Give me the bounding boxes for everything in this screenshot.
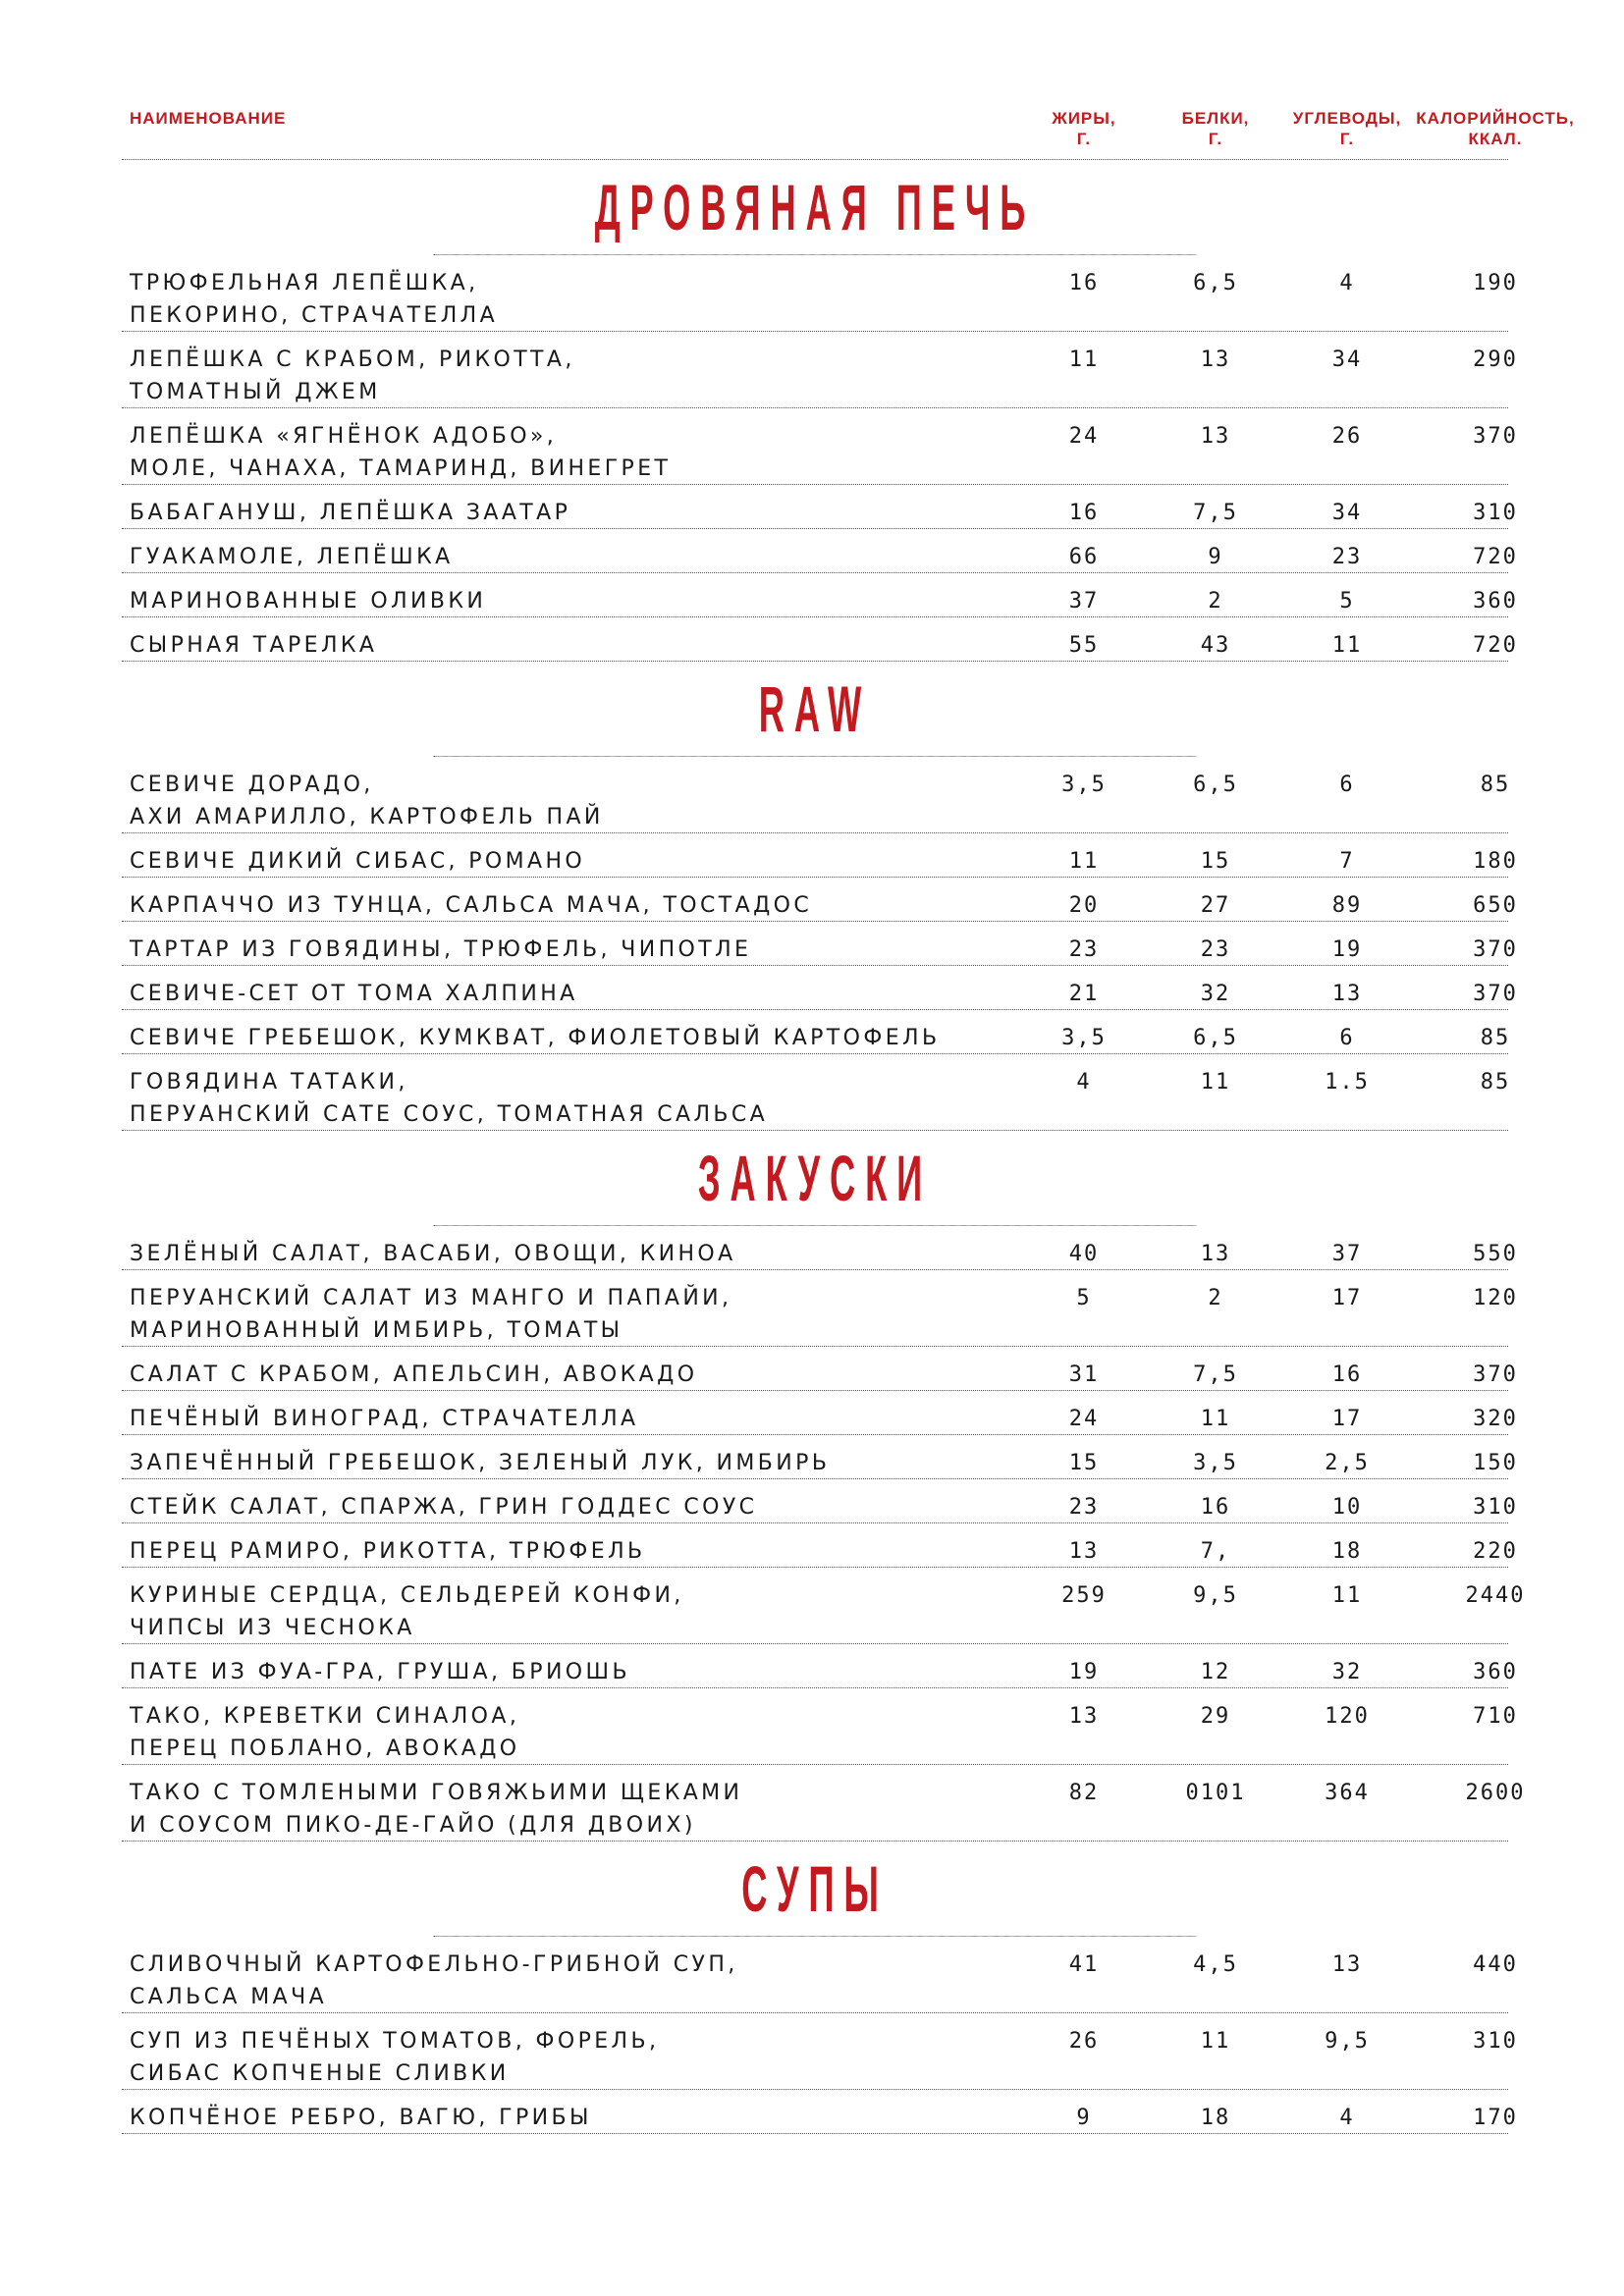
dish-name-line: ТРЮФЕЛЬНАЯ ЛЕПЁШКА, [130, 271, 479, 295]
dish-name [122, 1765, 1018, 1841]
fats-value: 31 [1068, 1362, 1100, 1387]
calories-value: 2440 [1465, 1583, 1526, 1608]
proteins-value: 0101 [1185, 1781, 1246, 1805]
table-row [122, 573, 1518, 617]
carbs-value: 18 [1331, 1539, 1363, 1564]
dish-name-line: ТОМАТНЫЙ ДЖЕМ [130, 380, 381, 404]
dish-name [122, 529, 1018, 572]
dish-name [122, 1644, 1018, 1687]
carbs-value: 7 [1339, 849, 1355, 874]
fats-value: 82 [1068, 1781, 1100, 1805]
dish-name [122, 1391, 1018, 1434]
proteins-value: 23 [1200, 937, 1231, 962]
fats-value: 11 [1068, 849, 1100, 874]
fats-value: 4 [1076, 1070, 1092, 1095]
carbs-value: 17 [1331, 1407, 1363, 1431]
column-header-row [122, 98, 1575, 160]
column-header-fats: ЖИРЫ, Г. [1052, 109, 1116, 148]
fats-value: 20 [1068, 893, 1100, 918]
carbs-value: 17 [1331, 1286, 1363, 1310]
dish-name-line: ЛЕПЁШКА С КРАБОМ, РИКОТТА, [130, 347, 575, 372]
table-row [122, 833, 1518, 878]
carbs-value: 4 [1339, 2106, 1355, 2130]
table-row [122, 878, 1518, 922]
table-row [122, 1226, 1518, 1270]
table-row [122, 2013, 1518, 2090]
proteins-value: 6,5 [1193, 773, 1238, 797]
dish-name-line: СЛИВОЧНЫЙ КАРТОФЕЛЬНО-ГРИБНОЙ СУП, [130, 1952, 738, 1977]
calories-value: 370 [1473, 424, 1518, 449]
dish-name-line: СЕВИЧЕ ДОРАДО, [130, 773, 374, 797]
fats-value: 9 [1076, 2106, 1092, 2130]
section-title: ЗАКУСКИ [434, 1131, 1197, 1226]
carbs-value: 9,5 [1325, 2029, 1370, 2054]
carbs-value: 19 [1331, 937, 1363, 962]
menu-sections [122, 160, 1526, 2134]
carbs-value: 32 [1331, 1660, 1363, 1684]
carbs-value: 120 [1325, 1704, 1370, 1729]
carbs-value: 89 [1331, 893, 1363, 918]
calories-value: 550 [1473, 1242, 1518, 1266]
dish-name-line: ЛЕПЁШКА «ЯГНЁНОК АДОБО», [130, 424, 558, 449]
dish-name-line: ТАКО С ТОМЛЕНЫМИ ГОВЯЖЬИМИ ЩЕКАМИ [130, 1781, 743, 1805]
carbs-value: 4 [1339, 271, 1355, 295]
table-row [122, 966, 1518, 1010]
dish-name-line: ПЕРУАНСКИЙ САЛАТ ИЗ МАНГО И ПАПАЙИ, [130, 1286, 732, 1310]
proteins-value: 7, [1200, 1539, 1231, 1564]
fats-value: 55 [1068, 633, 1100, 658]
carbs-value: 13 [1331, 1952, 1363, 1977]
proteins-value: 2 [1208, 1286, 1223, 1310]
carbs-value: 364 [1325, 1781, 1370, 1805]
section-title: СУПЫ [434, 1842, 1197, 1937]
carbs-value: 34 [1331, 347, 1363, 372]
carbs-value: 26 [1331, 424, 1363, 449]
table-row [122, 1688, 1518, 1765]
fats-value: 41 [1068, 1952, 1100, 1977]
carbs-value: 5 [1339, 589, 1355, 614]
proteins-value: 4,5 [1193, 1952, 1238, 1977]
table-row [122, 1391, 1518, 1435]
proteins-value: 11 [1200, 1407, 1231, 1431]
table-row [122, 1644, 1518, 1688]
dish-name-line: ГОВЯДИНА ТАТАКИ, [130, 1070, 408, 1095]
fats-value: 37 [1068, 589, 1100, 614]
proteins-value: 2 [1208, 589, 1223, 614]
fats-value: 3,5 [1061, 1026, 1107, 1050]
carbs-value: 1.5 [1325, 1070, 1370, 1095]
dish-name-line: КУРИНЫЕ СЕРДЦА, СЕЛЬДЕРЕЙ КОНФИ, [130, 1583, 684, 1608]
proteins-value: 13 [1200, 424, 1231, 449]
dish-name-line: МОЛЕ, ЧАНАХА, ТАМАРИНД, ВИНЕГРЕТ [130, 456, 672, 481]
dish-name-line: БАБАГАНУШ, ЛЕПЁШКА ЗААТАР [130, 501, 571, 525]
table-row [122, 1054, 1511, 1131]
proteins-value: 29 [1200, 1704, 1231, 1729]
dish-name [122, 1937, 1018, 2012]
fats-value: 16 [1068, 271, 1100, 295]
dish-name-line: КАРПАЧЧО ИЗ ТУНЦА, САЛЬСА МАЧА, ТОСТАДОС [130, 893, 813, 918]
proteins-value: 16 [1200, 1495, 1231, 1520]
table-row [122, 757, 1511, 833]
table-row [122, 1347, 1518, 1391]
dish-name-line: И СОУСОМ ПИКО-ДЕ-ГАЙО (ДЛЯ ДВОИХ) [130, 1813, 696, 1838]
proteins-value: 9,5 [1193, 1583, 1238, 1608]
fats-value: 24 [1068, 424, 1100, 449]
calories-value: 650 [1473, 893, 1518, 918]
dish-name [122, 1479, 1018, 1522]
table-row [122, 332, 1518, 408]
dish-name [122, 2090, 1018, 2133]
table-row [122, 1568, 1526, 1644]
table-row [122, 255, 1518, 332]
fats-value: 15 [1068, 1451, 1100, 1475]
dish-name [122, 1347, 1018, 1390]
calories-value: 170 [1473, 2106, 1518, 2130]
proteins-value: 12 [1200, 1660, 1231, 1684]
calories-value: 370 [1473, 982, 1518, 1006]
dish-name-line: ПЕКОРИНО, СТРАЧАТЕЛЛА [130, 303, 499, 328]
dish-name-line: СЕВИЧЕ ГРЕБЕШОК, КУМКВАТ, ФИОЛЕТОВЫЙ КАРТОФЕЛЬ [130, 1026, 941, 1050]
dish-name [122, 1568, 1018, 1643]
dish-name-line: ЧИПСЫ ИЗ ЧЕСНОКА [130, 1616, 415, 1640]
fats-value: 259 [1061, 1583, 1107, 1608]
table-row [122, 1479, 1518, 1523]
proteins-value: 13 [1200, 1242, 1231, 1266]
proteins-value: 27 [1200, 893, 1231, 918]
column-header-name: НАИМЕНОВАНИЕ [130, 109, 287, 128]
dish-name [122, 922, 1018, 965]
fats-value: 16 [1068, 501, 1100, 525]
proteins-value: 13 [1200, 347, 1231, 372]
dish-name-line: ГУАКАМОЛЕ, ЛЕПЁШКА [130, 545, 454, 569]
calories-value: 310 [1473, 2029, 1518, 2054]
dish-name-line: ПЕРЕЦ РАМИРО, РИКОТТА, ТРЮФЕЛЬ [130, 1539, 646, 1564]
carbs-value: 13 [1331, 982, 1363, 1006]
proteins-value: 43 [1200, 633, 1231, 658]
calories-value: 370 [1473, 937, 1518, 962]
table-row [122, 1937, 1518, 2013]
table-row [122, 2090, 1518, 2134]
calories-value: 310 [1473, 501, 1518, 525]
dish-name-line: САЛАТ С КРАБОМ, АПЕЛЬСИН, АВОКАДО [130, 1362, 698, 1387]
dish-name-line: ПАТЕ ИЗ ФУА-ГРА, ГРУША, БРИОШЬ [130, 1660, 630, 1684]
fats-value: 26 [1068, 2029, 1100, 2054]
fats-value: 40 [1068, 1242, 1100, 1266]
proteins-value: 6,5 [1193, 271, 1238, 295]
carbs-value: 11 [1331, 1583, 1363, 1608]
calories-value: 310 [1473, 1495, 1518, 1520]
proteins-value: 32 [1200, 982, 1231, 1006]
calories-value: 150 [1473, 1451, 1518, 1475]
calories-value: 85 [1480, 773, 1511, 797]
dish-name-line: МАРИНОВАННЫЙ ИМБИРЬ, ТОМАТЫ [130, 1318, 623, 1343]
proteins-value: 11 [1200, 2029, 1231, 2054]
dish-name-line: СЕВИЧЕ-СЕТ ОТ ТОМА ХАЛПИНА [130, 982, 578, 1006]
dish-name [122, 966, 1018, 1009]
table-row [122, 1765, 1526, 1842]
table-row [122, 1270, 1518, 1347]
calories-value: 85 [1480, 1070, 1511, 1095]
section-title: ДРОВЯНАЯ ПЕЧЬ [434, 160, 1197, 255]
table-row [122, 1010, 1511, 1054]
dish-name [122, 573, 1018, 616]
fats-value: 3,5 [1061, 773, 1107, 797]
calories-value: 220 [1473, 1539, 1518, 1564]
dish-name [122, 1523, 1018, 1567]
proteins-value: 18 [1200, 2106, 1231, 2130]
fats-value: 5 [1076, 1286, 1092, 1310]
column-header-proteins: БЕЛКИ, Г. [1181, 109, 1250, 148]
calories-value: 720 [1473, 633, 1518, 658]
calories-value: 710 [1473, 1704, 1518, 1729]
carbs-value: 10 [1331, 1495, 1363, 1520]
dish-name [122, 1435, 1018, 1478]
column-header-calories: КАЛОРИЙНОСТЬ, ККАЛ. [1416, 109, 1575, 148]
proteins-value: 11 [1200, 1070, 1231, 1095]
table-row [122, 529, 1518, 573]
calories-value: 320 [1473, 1407, 1518, 1431]
dish-name-line: ПЕРЕЦ ПОБЛАНО, АВОКАДО [130, 1736, 520, 1761]
carbs-value: 37 [1331, 1242, 1363, 1266]
dish-name-line: ЗАПЕЧЁННЫЙ ГРЕБЕШОК, ЗЕЛЕНЫЙ ЛУК, ИМБИРЬ [130, 1451, 831, 1475]
dish-name-line: ТАКО, КРЕВЕТКИ СИНАЛОА, [130, 1704, 520, 1729]
carbs-value: 34 [1331, 501, 1363, 525]
calories-value: 2600 [1465, 1781, 1526, 1805]
dish-name [122, 332, 1018, 407]
menu-nutrition-table [122, 98, 1575, 2134]
proteins-value: 6,5 [1193, 1026, 1238, 1050]
fats-value: 66 [1068, 545, 1100, 569]
dish-name [122, 878, 1018, 921]
dish-name-line: МАРИНОВАННЫЕ ОЛИВКИ [130, 589, 487, 614]
dish-name-line: СТЕЙК САЛАТ, СПАРЖА, ГРИН ГОДДЕС СОУС [130, 1495, 758, 1520]
table-row [122, 408, 1518, 485]
carbs-value: 2,5 [1325, 1451, 1370, 1475]
carbs-value: 6 [1339, 1026, 1355, 1050]
fats-value: 13 [1068, 1539, 1100, 1564]
carbs-value: 11 [1331, 633, 1363, 658]
carbs-value: 16 [1331, 1362, 1363, 1387]
dish-name-line: СУП ИЗ ПЕЧЁНЫХ ТОМАТОВ, ФОРЕЛЬ, [130, 2029, 660, 2054]
dish-name-line: КОПЧЁНОЕ РЕБРО, ВАГЮ, ГРИБЫ [130, 2106, 592, 2130]
dish-name [122, 1010, 1018, 1053]
fats-value: 11 [1068, 347, 1100, 372]
dish-name-line: ЗЕЛЁНЫЙ САЛАТ, ВАСАБИ, ОВОЩИ, КИНОА [130, 1242, 736, 1266]
fats-value: 19 [1068, 1660, 1100, 1684]
calories-value: 180 [1473, 849, 1518, 874]
proteins-value: 3,5 [1193, 1451, 1238, 1475]
dish-name-line: САЛЬСА МАЧА [130, 1985, 328, 2009]
dish-name [122, 1226, 1018, 1269]
proteins-value: 7,5 [1193, 501, 1238, 525]
dish-name-line: ПЕРУАНСКИЙ САТЕ СОУС, ТОМАТНАЯ САЛЬСА [130, 1102, 769, 1127]
table-row [122, 485, 1518, 529]
table-row [122, 617, 1518, 662]
table-row [122, 1523, 1518, 1568]
dish-name-line: СЫРНАЯ ТАРЕЛКА [130, 633, 378, 658]
dish-name [122, 1054, 1018, 1130]
dish-name [122, 757, 1018, 832]
proteins-value: 9 [1208, 545, 1223, 569]
dish-name-line: АХИ АМАРИЛЛО, КАРТОФЕЛЬ ПАЙ [130, 805, 604, 829]
carbs-value: 6 [1339, 773, 1355, 797]
calories-value: 360 [1473, 589, 1518, 614]
proteins-value: 7,5 [1193, 1362, 1238, 1387]
calories-value: 85 [1480, 1026, 1511, 1050]
calories-value: 190 [1473, 271, 1518, 295]
dish-name [122, 1688, 1018, 1764]
table-row [122, 1435, 1518, 1479]
carbs-value: 23 [1331, 545, 1363, 569]
dish-name [122, 485, 1018, 528]
fats-value: 21 [1068, 982, 1100, 1006]
dish-name-line: ТАРТАР ИЗ ГОВЯДИНЫ, ТРЮФЕЛЬ, ЧИПОТЛЕ [130, 937, 752, 962]
calories-value: 440 [1473, 1952, 1518, 1977]
dish-name-line: СИБАС КОПЧЕНЫЕ СЛИВКИ [130, 2061, 510, 2086]
dish-name [122, 1270, 1018, 1346]
fats-value: 13 [1068, 1704, 1100, 1729]
calories-value: 370 [1473, 1362, 1518, 1387]
dish-name [122, 833, 1018, 877]
proteins-value: 15 [1200, 849, 1231, 874]
dish-name-line: ПЕЧЁНЫЙ ВИНОГРАД, СТРАЧАТЕЛЛА [130, 1407, 639, 1431]
dish-name [122, 617, 1018, 661]
fats-value: 23 [1068, 937, 1100, 962]
dish-name-line: СЕВИЧЕ ДИКИЙ СИБАС, РОМАНО [130, 849, 586, 874]
calories-value: 720 [1473, 545, 1518, 569]
dish-name [122, 408, 1018, 484]
calories-value: 120 [1473, 1286, 1518, 1310]
fats-value: 23 [1068, 1495, 1100, 1520]
dish-name [122, 2013, 1018, 2089]
calories-value: 290 [1473, 347, 1518, 372]
calories-value: 360 [1473, 1660, 1518, 1684]
fats-value: 24 [1068, 1407, 1100, 1431]
column-header-carbs: УГЛЕВОДЫ, Г. [1292, 109, 1402, 148]
table-row [122, 922, 1518, 966]
section-title: RAW [434, 662, 1197, 757]
dish-name [122, 255, 1018, 331]
